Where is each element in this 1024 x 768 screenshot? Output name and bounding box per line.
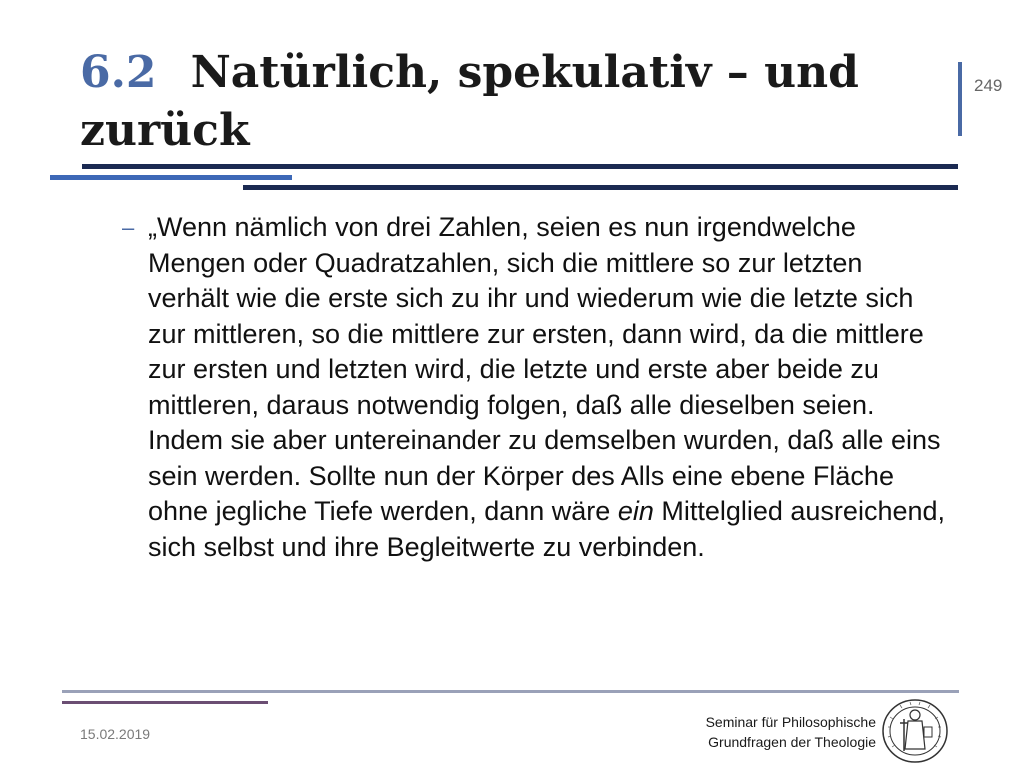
quote-emphasis: ein [617,496,654,526]
quote-text-part2: Mittelglied ausreichend, sich selbst und ihre Begleitwerte zu verbinden. [148,496,946,562]
quote-text-part1: „Wenn nämlich von drei Zahlen, seien es nun irgendwelche Mengen oder Quadratzahlen, sich die mittlere so zur letzten verhält wie die erste sich zu ihr und wiederum wie die letzte sich zur mittleren, so die mittlere zur ersten, dann wird, da die mittlere zur ersten und letzten wird, die letzte und erste aber beide zu mittleren, daraus notwendig folgen, daß alle dieselben seien. Indem sie aber untereinander zu demselben wurden, daß alle eins sein werden. Sollte nun der Körper des Alls eine ebene Fläche ohne jegliche Tiefe werden, dann wäre [148,212,941,526]
institute-name [676,712,876,752]
bullet-dash-icon: – [122,215,135,240]
quote-block [118,210,948,565]
slide-title [80,44,940,160]
footer-rule-short [62,701,268,704]
header-rule-top [82,164,958,169]
institute-line-2: Grundfragen der Theologie [708,734,876,750]
header-rule-accent [50,175,292,180]
header-rule-bottom [243,185,958,190]
title-text: Natürlich, spekulativ – und zurück [80,47,859,156]
university-seal-icon [880,697,950,765]
slide-date: 15.02.2019 [80,726,151,742]
page-number: 249 [974,76,1003,95]
section-number: 6.2 [80,47,157,98]
quote-paragraph [148,210,948,565]
institute-line-1: Seminar für Philosophische [705,714,876,730]
page-number-divider [958,62,962,136]
footer-rule-long [62,690,959,693]
